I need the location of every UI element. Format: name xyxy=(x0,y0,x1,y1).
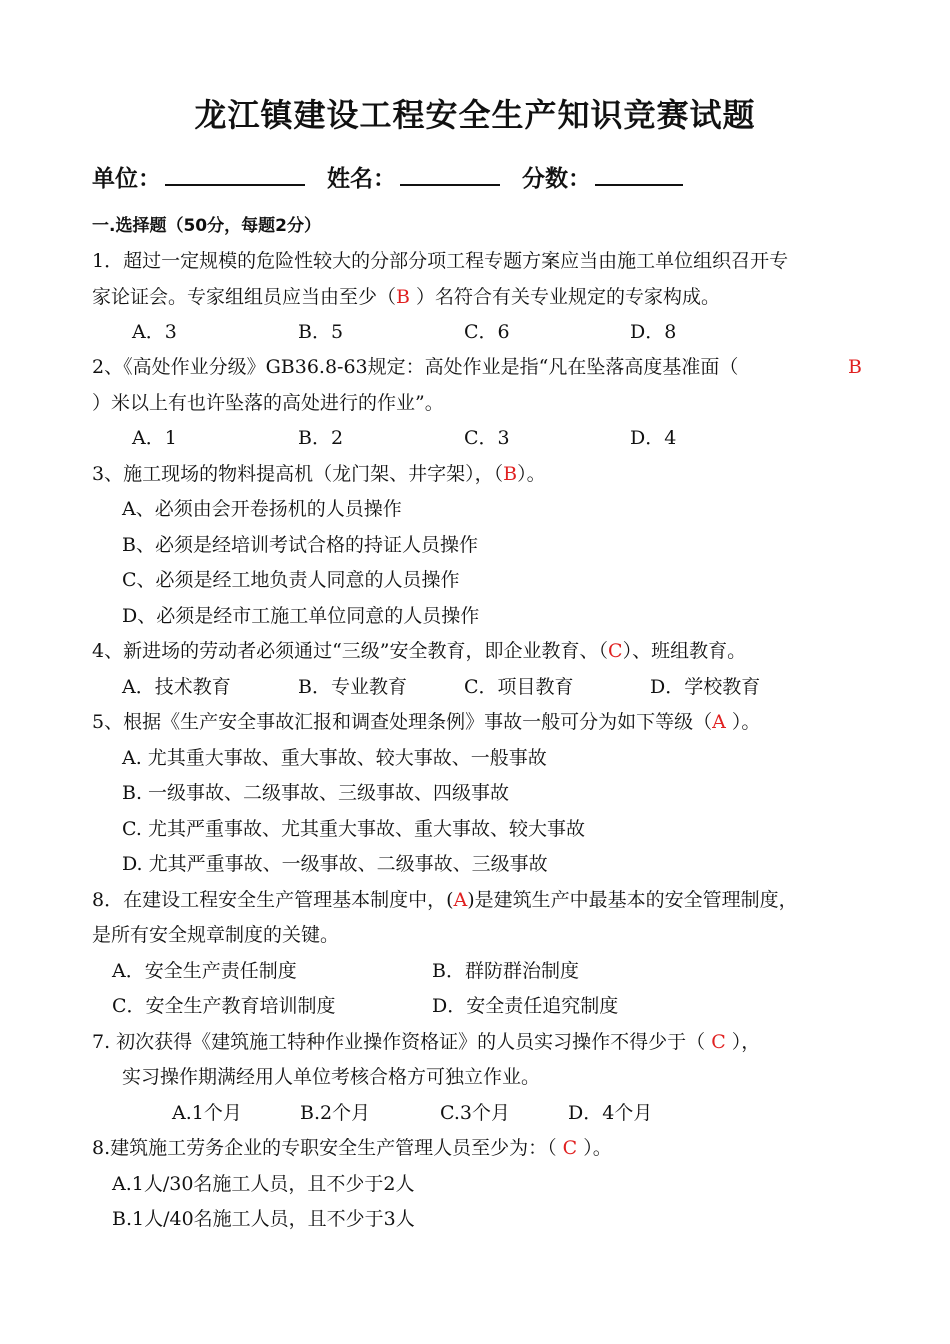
q2-answer: B xyxy=(848,356,862,378)
q8-answer: C xyxy=(562,1137,578,1159)
q1-answer: B xyxy=(396,286,410,308)
q7-text-a: 7. 初次获得《建筑施工特种作业操作资格证》的人员实习操作不得少于（ xyxy=(92,1031,712,1053)
q2-option-b: B．2 xyxy=(298,427,344,449)
q8-option-b: B.1人/40名施工人员，且不少于3人 xyxy=(112,1208,415,1230)
q1-option-a: A．3 xyxy=(132,321,177,343)
q5-option-d: D. 尤其严重事故、一级事故、二级事故、三级事故 xyxy=(122,853,548,875)
q6-text-b: )是建筑生产中最基本的安全管理制度， xyxy=(467,889,798,911)
q1-line1: 1．超过一定规模的危险性较大的分部分项工程专题方案应当由施工单位组织召开专 xyxy=(92,250,789,272)
q6-answer: A xyxy=(453,889,468,911)
q3-line1 xyxy=(92,462,546,486)
q1-text-a: 家论证会。专家组组员应当由至少（ xyxy=(92,286,397,308)
q3-text-b: ）。 xyxy=(517,463,546,485)
q2-option-d: D．4 xyxy=(630,427,677,449)
q3-option-a: A、必须由会开卷扬机的人员操作 xyxy=(122,498,402,520)
q5-line1 xyxy=(92,710,760,734)
q1-option-d: D．8 xyxy=(630,321,677,343)
unit-blank[interactable] xyxy=(165,162,305,186)
q8-text-a: 8.建筑施工劳务企业的专职安全生产管理人员至少为：（ xyxy=(92,1137,563,1159)
q5-option-b: B. 一级事故、二级事故、三级事故、四级事故 xyxy=(122,782,510,804)
q4-answer: C xyxy=(608,640,623,662)
q6-option-b: B．群防群治制度 xyxy=(432,960,579,982)
q8-option-a: A.1人/30名施工人员，且不少于2人 xyxy=(112,1173,415,1195)
q8-line1 xyxy=(92,1136,612,1160)
section-heading: 一.选择题（50分，每题2分） xyxy=(92,216,321,236)
q4-text-a: 4、新进场的劳动者必须通过“三级”安全教育，即企业教育、（ xyxy=(92,640,609,662)
q5-option-a: A. 尤其重大事故、重大事故、较大事故、一般事故 xyxy=(122,747,547,769)
name-label: 姓名： xyxy=(327,166,397,192)
q4-option-d: D．学校教育 xyxy=(650,676,761,698)
q7-option-c: C.3个月 xyxy=(440,1102,510,1124)
q5-text-b: ）。 xyxy=(725,711,761,733)
q1-text-b: ）名符合有关专业规定的专家构成。 xyxy=(409,286,721,308)
q6-option-c: C．安全生产教育培训制度 xyxy=(112,995,336,1017)
q6-option-a: A．安全生产责任制度 xyxy=(112,960,297,982)
q6-option-d: D．安全责任追究制度 xyxy=(432,995,619,1017)
q2-option-a: A．1 xyxy=(132,427,177,449)
q4-option-b: B．专业教育 xyxy=(298,676,407,698)
q2-line1: 2、《高处作业分级》GB36.8-63规定：高处作业是指“凡在坠落高度基准面（ xyxy=(92,356,739,378)
header-fields xyxy=(92,160,697,193)
q3-text-a: 3、施工现场的物料提高机（龙门架、井字架），（ xyxy=(92,463,504,485)
q3-option-d: D、必须是经市工施工单位同意的人员操作 xyxy=(122,605,480,627)
q1-line2 xyxy=(92,285,720,309)
q7-line2: 实习操作期满经用人单位考核合格方可独立作业。 xyxy=(122,1066,541,1088)
q5-option-c: C. 尤其严重事故、尤其重大事故、重大事故、较大事故 xyxy=(122,818,585,840)
q2-line2: ）米以上有也许坠落的高处进行的作业”。 xyxy=(92,392,444,414)
q7-option-d: D．4个月 xyxy=(568,1102,653,1124)
q7-option-a: A.1个月 xyxy=(172,1102,242,1124)
q7-text-b: ）， xyxy=(725,1031,761,1053)
q8-text-b: ）。 xyxy=(577,1137,612,1159)
q4-option-a: A．技术教育 xyxy=(122,676,231,698)
q6-line2: 是所有安全规章制度的关键。 xyxy=(92,924,340,946)
q3-answer: B xyxy=(503,463,518,485)
score-label: 分数： xyxy=(522,166,592,192)
q4-text-b: ）、班组教育。 xyxy=(622,640,747,662)
q3-option-c: C、必须是经工地负责人同意的人员操作 xyxy=(122,569,460,591)
q7-line1 xyxy=(92,1030,760,1054)
q5-answer: A xyxy=(712,711,726,733)
q1-option-c: C．6 xyxy=(464,321,510,343)
q1-option-b: B．5 xyxy=(298,321,344,343)
name-blank[interactable] xyxy=(400,162,500,186)
q2-option-c: C．3 xyxy=(464,427,510,449)
unit-label: 单位： xyxy=(92,166,161,192)
q4-line1 xyxy=(92,639,746,663)
q6-line1 xyxy=(92,888,798,912)
q6-text-a: 8．在建设工程安全生产管理基本制度中，( xyxy=(92,889,454,911)
score-blank[interactable] xyxy=(595,162,683,186)
page-title: 龙江镇建设工程安全生产知识竞赛试题 xyxy=(194,96,756,134)
q5-text-a: 5、根据《生产安全事故汇报和调查处理条例》事故一般可分为如下等级（ xyxy=(92,711,713,733)
q7-answer: C xyxy=(711,1031,726,1053)
q3-option-b: B、必须是经培训考试合格的持证人员操作 xyxy=(122,534,478,556)
q4-option-c: C．项目教育 xyxy=(464,676,574,698)
q7-option-b: B.2个月 xyxy=(300,1102,371,1124)
